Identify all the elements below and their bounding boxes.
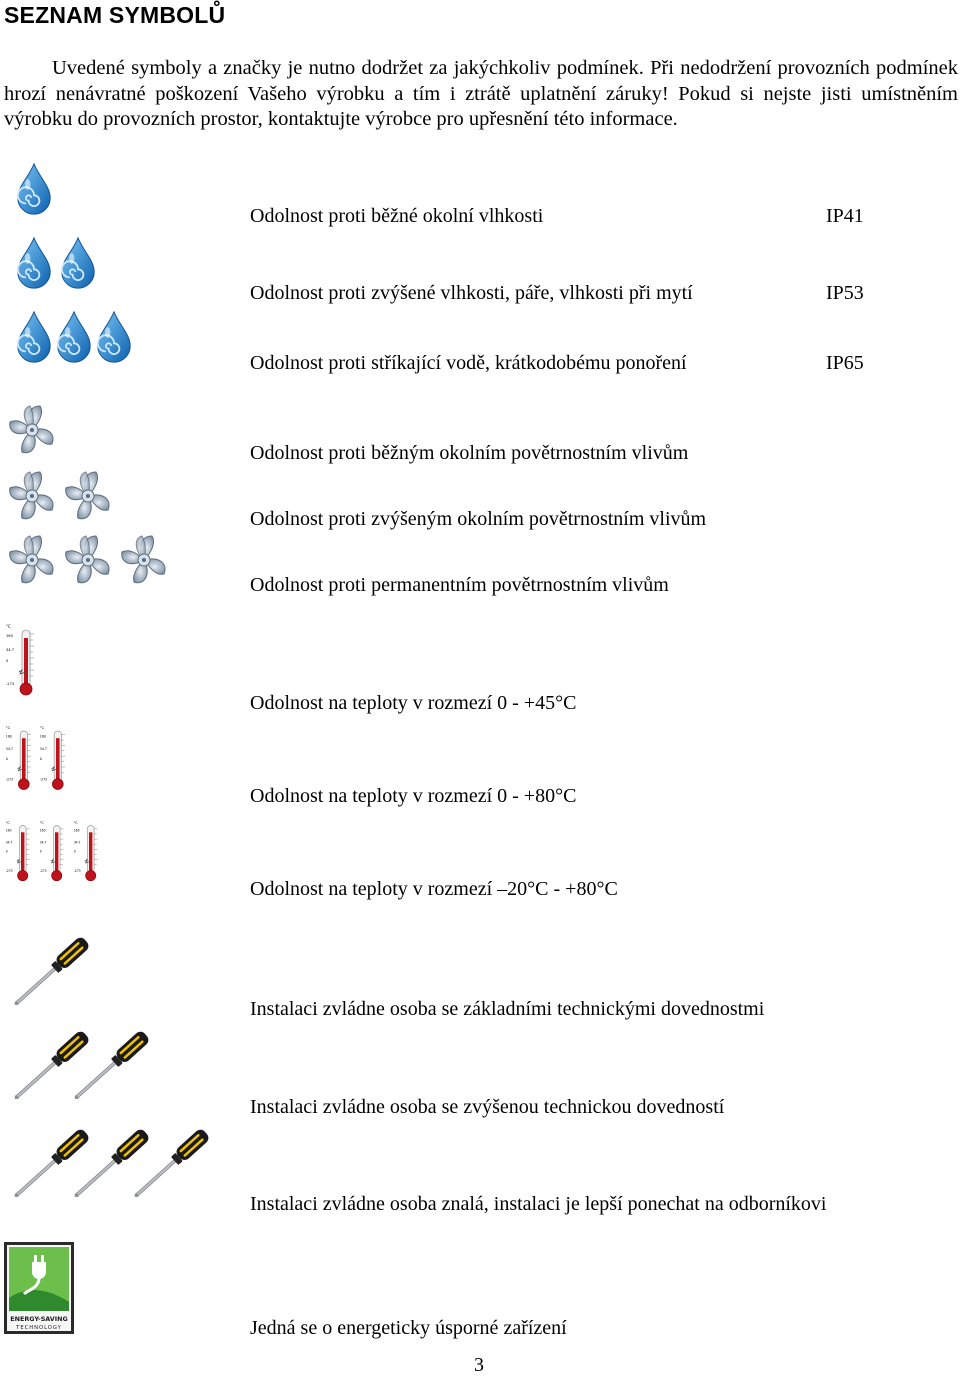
thermometer-icon — [4, 624, 44, 696]
weather-row-1-text: Odolnost proti běžným okolním povětrnostním vlivům — [250, 442, 689, 464]
intro-paragraph: Uvedené symboly a značky je nutno dodržet za jakýchkoliv podmínek. Při nedodržení provozních podmínek hrozí nenávratné poškození Vašeho výrobku a tím i ztrátě uplatnění záruky! Pokud si nejste jisti umístněním výrobku do provozních prostor, kontaktujte výrobce pro upřesnění této informace. — [4, 57, 958, 130]
weather-row-2-text: Odolnost proti zvýšeným okolním povětrnostním vlivům — [250, 508, 707, 530]
temperature-row-1-text: Odolnost na teploty v rozmezí 0 - +45°C — [250, 692, 577, 714]
page-number: 3 — [474, 1354, 484, 1376]
fan-icon — [4, 402, 60, 458]
temperature-row-2-text: Odolnost na teploty v rozmezí 0 - +80°C — [250, 785, 577, 807]
thermometers-3-icon — [4, 810, 110, 892]
water-drop-icon — [16, 162, 52, 216]
temperature-row-3-text: Odolnost na teploty v rozmezí –20°C - +80°C — [250, 878, 618, 900]
humidity-row-3-text: Odolnost proti stříkající vodě, krátkodobému ponoření — [250, 352, 687, 374]
screwdrivers-2-icon — [2, 1020, 162, 1112]
humidity-row-2-text: Odolnost proti zvýšené vlhkosti, páře, vlhkosti při mytí — [250, 282, 693, 304]
installation-row-3-text: Instalaci zvládne osoba znalá, instalaci je lepší ponechat na odborníkovi — [250, 1193, 827, 1215]
energy-logo-text-2: TECHNOLOGY — [16, 1325, 62, 1331]
energy-row-text: Jedná se o energeticky úsporné zařízení — [250, 1317, 567, 1339]
fans-2-icon — [4, 468, 116, 524]
energy-logo-text-1: ENERGY-SAVING — [10, 1315, 68, 1323]
humidity-row-2-code: IP53 — [826, 282, 864, 304]
page-title: SEZNAM SYMBOLŮ — [4, 2, 226, 28]
screwdriver-icon — [2, 926, 102, 1018]
energy-saving-logo — [4, 1242, 74, 1334]
weather-row-3-text: Odolnost proti permanentním povětrnostním vlivům — [250, 574, 669, 596]
humidity-row-1-text: Odolnost proti běžné okolní vlhkosti — [250, 205, 544, 227]
water-drops-3-icon — [16, 310, 136, 364]
thermometers-2-icon — [4, 716, 80, 800]
installation-row-1-text: Instalaci zvládne osoba se základními technickými dovednostmi — [250, 998, 765, 1020]
screwdrivers-3-icon — [2, 1118, 222, 1210]
humidity-row-1-code: IP41 — [826, 205, 864, 227]
water-drops-2-icon — [16, 236, 100, 290]
installation-row-2-text: Instalaci zvládne osoba se zvýšenou technickou dovedností — [250, 1096, 725, 1118]
humidity-row-3-code: IP65 — [826, 352, 864, 374]
fans-3-icon — [4, 532, 172, 588]
